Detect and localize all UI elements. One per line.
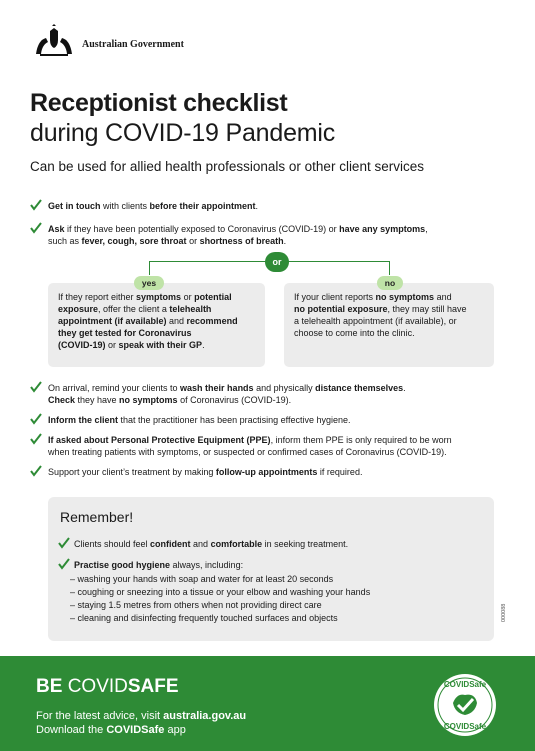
text-bold: potential xyxy=(194,292,232,302)
list-item: – washing your hands with soap and water for at least 20 seconds xyxy=(70,574,334,584)
remember-item-hygiene xyxy=(74,559,243,571)
text: always, including: xyxy=(170,560,244,570)
text: in seeking treatment. xyxy=(262,539,349,549)
text: with clients xyxy=(100,201,150,211)
text: , offer the client a xyxy=(98,304,170,314)
text-bold: comfortable xyxy=(210,539,263,549)
text: and physically xyxy=(253,383,316,393)
text-bold: no symptoms xyxy=(119,395,178,405)
checklist-item-arrival xyxy=(48,382,508,406)
advice-text xyxy=(36,709,246,737)
text: of Coronavirus (COVID-19). xyxy=(177,395,292,405)
text-bold: speak with their GP xyxy=(118,340,203,350)
text-bold: no symptoms xyxy=(375,292,435,302)
text: . xyxy=(403,383,406,393)
text-bold: wash their hands xyxy=(180,383,254,393)
website-link[interactable]: australia.gov.au xyxy=(163,710,247,722)
text: or xyxy=(105,340,119,350)
page-subtitle: Can be used for allied health professionals or other client services xyxy=(30,159,424,174)
coat-of-arms-icon xyxy=(30,24,78,60)
text: app xyxy=(164,724,186,736)
branch-connector-right xyxy=(389,261,390,275)
text-bold: BE xyxy=(36,676,68,697)
text: . xyxy=(255,201,259,211)
text-bold: COVIDSafe xyxy=(106,724,165,736)
text: Clients should feel xyxy=(74,539,151,549)
text-bold: shortness of breath xyxy=(199,236,284,246)
text-bold: confident xyxy=(150,539,191,549)
check-icon xyxy=(30,465,42,477)
text: If your client reports xyxy=(294,292,376,302)
document-code: 000088 xyxy=(501,603,507,622)
text-bold: (COVID-19) xyxy=(58,340,106,350)
check-icon xyxy=(30,199,42,211)
text-bold: recommend xyxy=(186,316,238,326)
text-bold: Inform the client xyxy=(48,415,119,425)
check-icon xyxy=(30,433,42,445)
branch-connector-left xyxy=(149,261,150,275)
text: For the latest advice, visit xyxy=(36,710,164,722)
checklist-item-ppe xyxy=(48,434,518,458)
text: On arrival, remind your clients to xyxy=(48,383,181,393)
text: or xyxy=(181,292,195,302)
check-icon xyxy=(30,381,42,393)
checklist-item-inform xyxy=(48,414,508,426)
list-item: – staying 1.5 metres from others when not providing direct care xyxy=(70,600,322,610)
text: , inform them PPE is only required to be worn xyxy=(270,435,452,445)
text-bold: Practise good hygiene xyxy=(74,560,171,570)
text: that the practitioner has been practising effective hygiene. xyxy=(118,415,351,425)
page-title: Receptionist checklist xyxy=(30,89,288,117)
text-bold: symptoms xyxy=(136,292,182,302)
text: such as xyxy=(48,236,82,246)
text: and xyxy=(166,316,187,326)
text-bold: distance themselves xyxy=(315,383,404,393)
footer xyxy=(0,656,535,751)
remember-title: Remember! xyxy=(60,509,134,525)
text-bold: Ask xyxy=(48,224,65,234)
text: and xyxy=(190,539,211,549)
text-bold: SAFE xyxy=(127,676,179,697)
text: if they have been potentially exposed to Coronavirus (COVID-19) or xyxy=(64,224,340,234)
text: if required. xyxy=(317,467,363,477)
no-pill: no xyxy=(377,276,403,290)
text-bold: appointment (if available) xyxy=(58,316,167,326)
remember-item-confident xyxy=(74,538,348,550)
or-badge: or xyxy=(265,252,289,272)
no-box xyxy=(284,283,494,367)
badge-bottom-text: COVIDSafe xyxy=(443,722,487,731)
text: Download the xyxy=(36,724,107,736)
header xyxy=(30,24,184,60)
list-item: – coughing or sneezing into a tissue or your elbow and washing your hands xyxy=(70,587,371,597)
text: a telehealth appointment (if available), or xyxy=(294,316,457,326)
check-icon xyxy=(30,413,42,425)
text-bold: they get tested for Coronavirus xyxy=(58,328,192,338)
page-title-line2: during COVID-19 Pandemic xyxy=(30,119,336,147)
government-name: Australian Government xyxy=(82,38,184,50)
checklist-item-support xyxy=(48,466,508,478)
text: when treating patients with symptoms, or suspected or confirmed cases of Coronavirus (COVID-19). xyxy=(48,447,447,457)
be-covidsafe-heading xyxy=(36,676,179,698)
yes-box xyxy=(48,283,265,367)
text-bold: fever, cough, sore throat xyxy=(81,236,187,246)
check-icon xyxy=(58,537,70,549)
list-item: – cleaning and disinfecting frequently touched surfaces and objects xyxy=(70,613,338,623)
text: choose to come into the clinic. xyxy=(294,328,415,338)
yes-pill: yes xyxy=(134,276,164,290)
check-icon xyxy=(30,222,42,234)
badge-top-text: COVIDSafe xyxy=(443,680,487,689)
text: COVID xyxy=(67,676,128,697)
text-bold: no potential exposure xyxy=(294,304,388,314)
text: . xyxy=(202,340,205,350)
text-bold: Get in touch xyxy=(48,201,101,211)
text: Support your client’s treatment by making xyxy=(48,467,216,477)
text-bold: If asked about Personal Protective Equipment (PPE) xyxy=(48,435,271,445)
text-bold: telehealth xyxy=(169,304,212,314)
remember-box xyxy=(48,497,494,641)
checklist-item-ask xyxy=(48,223,508,247)
text-bold: follow-up appointments xyxy=(215,467,318,477)
checklist-item-contact xyxy=(48,200,508,212)
text-bold: exposure xyxy=(58,304,99,314)
text-bold: before their appointment xyxy=(149,201,256,211)
text: If they report either xyxy=(58,292,137,302)
text: . xyxy=(283,236,287,246)
covidsafe-badge-icon xyxy=(433,673,497,737)
text: or xyxy=(186,236,200,246)
text: , xyxy=(425,224,428,234)
text-bold: Check xyxy=(48,395,76,405)
check-icon xyxy=(58,558,70,570)
text: they have xyxy=(75,395,120,405)
text: and xyxy=(434,292,452,302)
hygiene-sub-list xyxy=(70,573,370,625)
text-bold: have any symptoms xyxy=(339,224,426,234)
text: , they may still have xyxy=(387,304,467,314)
